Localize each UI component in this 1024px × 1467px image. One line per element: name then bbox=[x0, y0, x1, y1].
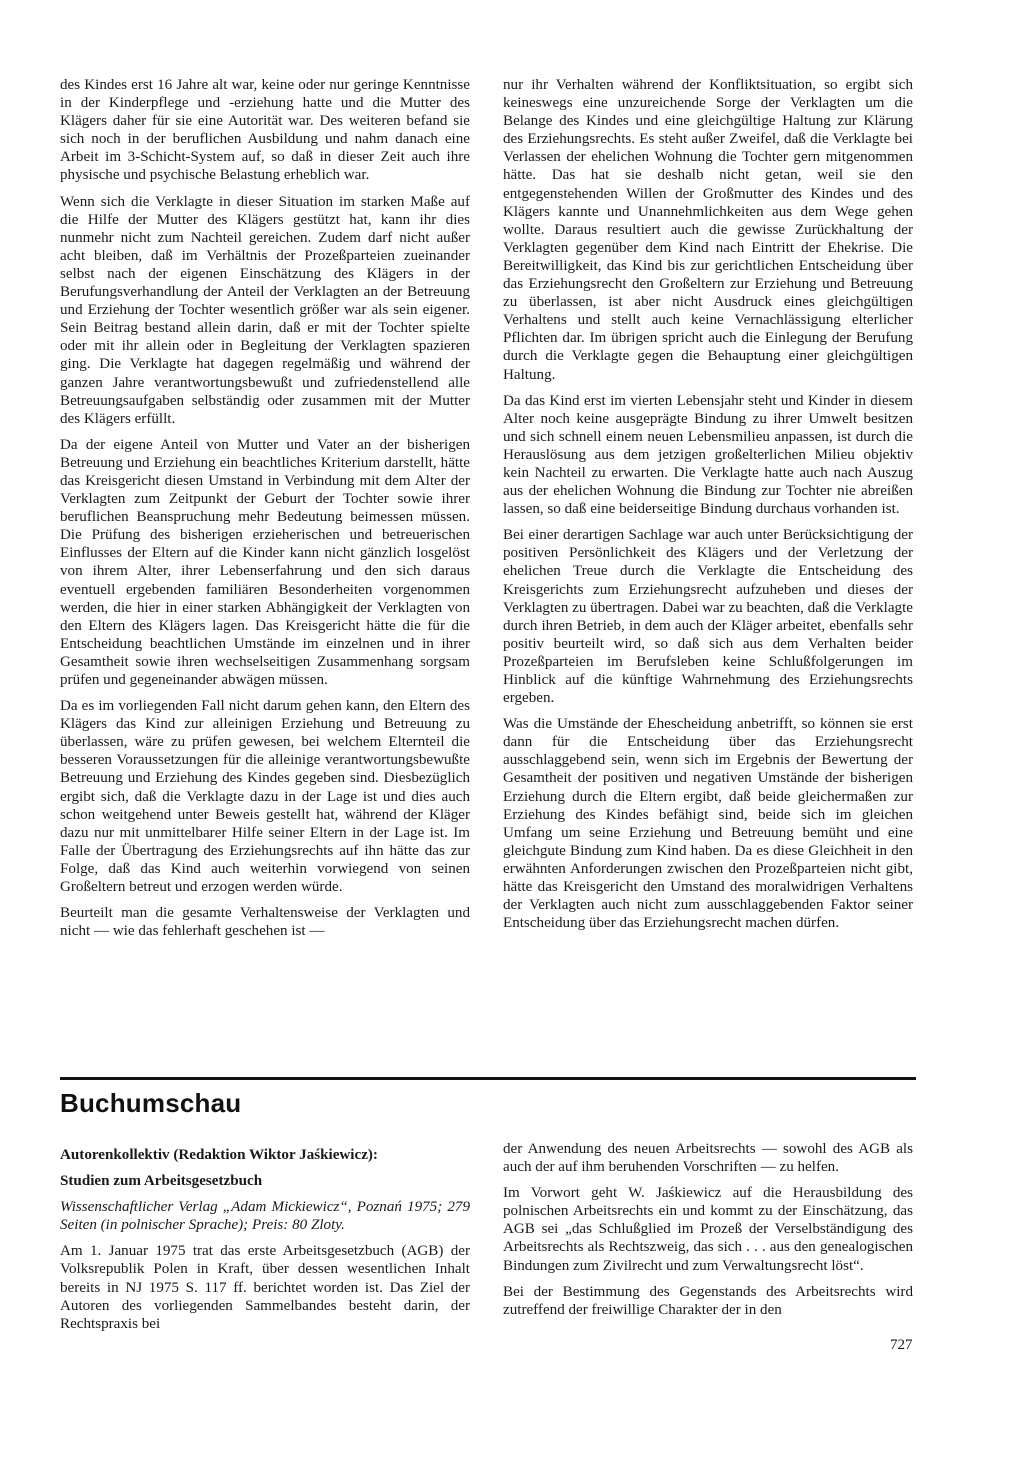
review-column-left bbox=[60, 1146, 470, 1341]
review-author: Autorenkollektiv (Redaktion Wiktor Jaśkiewicz): bbox=[60, 1147, 378, 1163]
paragraph: Da das Kind erst im vierten Lebensjahr steht und Kinder in diesem Alter noch keine ausgeprägte Bindung zu ihrer Umwelt besitzen und sich schnell einem neuen Lebensmilieu anpassen, ist durch die Herauslösung aus dem jetzigen großelterlichen Milieu objektiv kein Nachteil zu erwarten. Die Verklagte hatte auch nach Auszug aus der ehelichen Wohnung die Bindung zur Tochter nie abreißen lassen, so daß eine beiderseitige Bindung durchaus vorhanden ist. bbox=[503, 392, 913, 518]
paragraph: Bei einer derartigen Sachlage war auch unter Berücksichtigung der positiven Persönlichkeit des Klägers und der Verletzung der ehelichen Treue durch die Verklagte die Entscheidung des Kreisgerichts zum Erziehungsrecht aufzuheben und dieses der Verklagten zu übertragen. Dabei war zu beachten, daß die Verklagte durch ihren Betrieb, in dem auch der Kläger arbeitet, ebenfalls sehr positiv beurteilt wird, so daß sich aus dem Verhalten beider Prozeßparteien im Berufsleben keine Schlußfolgerungen im Hinblick auf die künftige Wahrnehmung des Erziehungsrechts ergeben. bbox=[503, 527, 913, 707]
paragraph: der Anwendung des neuen Arbeitsrechts — sowohl des AGB als auch der auf ihm beruhenden Vorschriften — zu helfen. bbox=[503, 1141, 913, 1176]
page-number: 727 bbox=[890, 1337, 913, 1353]
section-divider bbox=[60, 1077, 916, 1080]
article-column-right bbox=[503, 76, 913, 940]
paragraph: des Kindes erst 16 Jahre alt war, keine oder nur geringe Kenntnisse in der Kinderpflege und -erziehung hatte und die Mutter des Klägers daher für sie eine Autorität war. Des weiteren befand sie sich noch in der beruflichen Ausbildung und nahm danach eine Arbeit im 3-Schicht-System auf, so daß in dieser Zeit auch ihre physische und psychische Belastung erheblich war. bbox=[60, 77, 470, 184]
paragraph: Am 1. Januar 1975 trat das erste Arbeitsgesetzbuch (AGB) der Volksrepublik Polen in Kraft, über dessen wesentlichen Inhalt bereits in NJ 1975 S. 117 ff. berichtet worden ist. Das Ziel der Autoren des vorliegenden Sammelbandes besteht darin, der Rechtspraxis bei bbox=[60, 1243, 470, 1332]
review-column-right bbox=[503, 1140, 913, 1327]
review-book-title: Studien zum Arbeitsgesetzbuch bbox=[60, 1173, 263, 1190]
paragraph: Da der eigene Anteil von Mutter und Vater an der bisherigen Betreuung und Erziehung ein beachtliches Kriterium darstellt, hätte das Kreisgericht diesen Umstand in Verbindung mit dem Alter der Verklagten zum Zeitpunkt der Geburt der Tochter sowie ihrer beruflichen Beanspruchung mehr Bedeutung beimessen müssen. Die Prüfung des bisherigen erzieherischen und betreuerischen Einflusses der Eltern auf die Kinder kann nicht gänzlich losgelöst von ihrem Alter, ihrer Lebenserfahrung und den sich daraus eventuell ergebenden familiären Besonderheiten vorgenommen werden, die hier in einer starken Abhängigkeit der Verklagten von den Eltern des Klägers lagen. Das Kreisgericht hätte die für die Entscheidung beachtlichen Umstände im einzelnen und in ihrer Gesamtheit sowie ihren wechselseitigen Zusammenhang sorgsam prüfen und gegeneinander abwägen müssen. bbox=[60, 436, 470, 688]
review-publication-info: Wissenschaftlicher Verlag „Adam Mickiewicz“, Poznań 1975; 279 Seiten (in polnischer Sprache); Preis: 80 Zloty. bbox=[60, 1199, 470, 1234]
paragraph: Wenn sich die Verklagte in dieser Situation im starken Maße auf die Hilfe der Mutter des Klägers gestützt hat, kann ihr dies nunmehr nicht zum Nachteil gereichen. Zudem darf nicht außer acht bleiben, daß im Verhältnis der Prozeßparteien zueinander selbst nach der eigenen Einschätzung des Klägers in der Berufungsverhandlung der Anteil der Verklagten an der Betreuung und Erziehung der Tochter wesentlich größer war als sein eigener. Sein Beitrag bestand allein darin, daß er mit der Tochter spielte oder mit ihr allein oder in Begleitung der Verklagten spazieren ging. Die Verklagte hat dagegen regelmäßig und während der ganzen Jahre verantwortungsbewußt und zufriedenstellend alle Betreuungsaufgaben selbständig oder zusammen mit der Mutter des Klägers erfüllt. bbox=[60, 193, 470, 427]
paragraph: nur ihr Verhalten während der Konfliktsituation, so ergibt sich keineswegs eine unzureichende Sorge der Verklagten um die Belange des Kindes und eine gleichgültige Haltung zur Klärung des Erziehungsrechts. Es steht außer Zweifel, daß die Verklagte bei Verlassen der ehelichen Wohnung die Tochter gern mitgenommen hätte. Das hat sie deshalb nicht getan, weil sie den entgegenstehenden Willen der Großmutter des Kindes und des Klägers kannte und Unannehmlichkeiten aus dem Wege gehen wollte. Daraus resultiert auch die gewisse Zurückhaltung der Verklagten gegenüber dem Kind nach Eintritt der Ehekrise. Die Bereitwilligkeit, das Kind bis zur gerichtlichen Entscheidung über das Erziehungsrecht den Großeltern zur Erziehung und Betreuung zu überlassen, ist aber nicht Ausdruck eines gleichgültigen Verhaltens und stellt auch keine Vernachlässigung elterlicher Pflichten dar. Im übrigen spricht auch die Einlegung der Berufung durch die Verklagte gegen die Behauptung einer gleichgültigen Haltung. bbox=[503, 77, 913, 383]
article-column-left bbox=[60, 76, 470, 948]
paragraph: Bei der Bestimmung des Gegenstands des Arbeitsrechts wird zutreffend der freiwillige Charakter der in den bbox=[503, 1283, 913, 1318]
paragraph: Da es im vorliegenden Fall nicht darum gehen kann, den Eltern des Klägers das Kind zur alleinigen Erziehung und Betreuung zu überlassen, wäre zu prüfen gewesen, bei welchem Elternteil die besseren Voraussetzungen für die alleinige verantwortungsbewußte Betreuung und Erziehung des Kindes gegeben sind. Diesbezüglich ergibt sich, daß die Verklagte dazu in der Lage ist und dies auch schon weitgehend unter Beweis gestellt hat, während der Kläger dazu nur mit unmittelbarer Hilfe seiner Eltern in der Lage ist. Im Falle der Übertragung des Erziehungsrechts auf ihn hätte das zur Folge, daß das Kind auch weiterhin vorwiegend von seinen Großeltern betreut und erzogen werden würde. bbox=[60, 698, 470, 896]
paragraph: Was die Umstände der Ehescheidung anbetrifft, so können sie erst dann für die Entscheidung über das Erziehungsrecht ausschlaggebend sein, wenn sich im Ergebnis der Bewertung der Gesamtheit der positiven und negativen Umstände der bisherigen Erziehung durch die Eltern ergibt, daß beide gleichermaßen zur Erziehung des Kindes befähigt sind, beide sich im gleichen Umfang um seine Erziehung und Betreuung bemüht und eine gleichgute Bindung zum Kind haben. Da es diese Gleichheit in den erwähnten Anforderungen zwischen den Prozeßparteien nicht gibt, hätte das Kreisgericht den Umstand des moralwidrigen Verhaltens der Verklagten auch nicht zum ausschlaggebenden Faktor seiner Entscheidung über das Erziehungsrecht machen dürfen. bbox=[503, 716, 913, 932]
paragraph: Beurteilt man die gesamte Verhaltensweise der Verklagten und nicht — wie das fehlerhaft geschehen ist — bbox=[60, 905, 470, 940]
paragraph: Im Vorwort geht W. Jaśkiewicz auf die Herausbildung des polnischen Arbeitsrechts ein und kommt zu der Einschätzung, das AGB sei „das Schlußglied im Prozeß der Verselbständigung des Arbeitsrechts als Rechtszweig, das sich . . . aus den genealogischen Bindungen zum Zivilrecht und zum Verwaltungsrecht löst“. bbox=[503, 1185, 913, 1274]
section-title: Buchumschau bbox=[60, 1088, 242, 1118]
